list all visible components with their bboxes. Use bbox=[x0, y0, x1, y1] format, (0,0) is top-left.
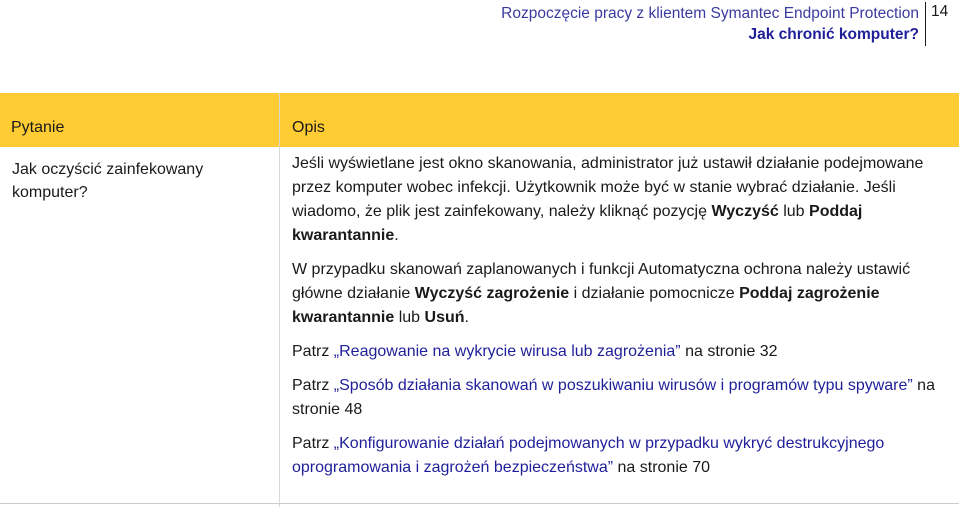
column-divider bbox=[279, 93, 280, 507]
text-run: Patrz bbox=[292, 377, 334, 394]
text-run: na stronie 32 bbox=[680, 343, 778, 360]
text-run: Patrz bbox=[292, 343, 334, 360]
table-bottom-border bbox=[0, 503, 959, 504]
text-run: na stronie 70 bbox=[613, 459, 711, 476]
page-number: 14 bbox=[931, 3, 949, 20]
column-header-question: Pytanie bbox=[11, 119, 65, 136]
text-run: W przypadku skanowań zaplanowanych i funkcji Automatyczna ochrona należy ustawić główne działanie bbox=[292, 261, 911, 302]
text-run: i działanie pomocnicze bbox=[569, 285, 740, 302]
text-run: lub bbox=[394, 309, 425, 326]
option-quarantine: Poddaj kwarantannie bbox=[292, 203, 863, 244]
description-paragraph-2 bbox=[292, 258, 942, 330]
table-header-row bbox=[0, 93, 959, 147]
reference-3 bbox=[292, 432, 942, 480]
column-header-description: Opis bbox=[292, 119, 325, 136]
reference-2 bbox=[292, 374, 942, 422]
header-divider bbox=[925, 2, 926, 46]
reference-link-2[interactable]: „Sposób działania skanowań w poszukiwaniu wirusów i programów typu spyware” bbox=[333, 377, 913, 394]
question-cell: Jak oczyścić zainfekowany komputer? bbox=[12, 161, 204, 201]
text-run: lub bbox=[778, 203, 810, 220]
reference-link-1[interactable]: „Reagowanie na wykrycie wirusa lub zagrożenia” bbox=[333, 343, 681, 360]
description-paragraph-1 bbox=[292, 152, 942, 248]
description-cell bbox=[292, 152, 942, 490]
chapter-title: Rozpoczęcie pracy z klientem Symantec Endpoint Protection bbox=[501, 5, 919, 22]
option-clean-threat: Wyczyść zagrożenie bbox=[414, 285, 570, 302]
page-header bbox=[0, 0, 959, 50]
text-run: Jeśli wyświetlane jest okno skanowania, administrator już ustawił działanie podejmowane przez komputer wobec infekcji. Użytkownik może być w stanie wybrać działanie. Jeśli wiadomo, że plik jest zainfekowany, należy kliknąć pozycję bbox=[292, 155, 924, 220]
option-clean: Wyczyść bbox=[711, 203, 779, 220]
option-quarantine-threat: Poddaj zagrożenie kwarantannie bbox=[292, 285, 880, 326]
option-delete: Usuń bbox=[424, 309, 465, 326]
text-run: . bbox=[394, 227, 399, 244]
reference-link-3[interactable]: „Konfigurowanie działań podejmowanych w przypadku wykryć destrukcyjnego oprogramowania i zagrożeń bezpieczeństwa” bbox=[292, 435, 885, 476]
text-run: Patrz bbox=[292, 435, 334, 452]
text-run: . bbox=[464, 309, 469, 326]
text-run: na stronie 48 bbox=[292, 377, 935, 418]
running-header bbox=[501, 3, 919, 45]
reference-1 bbox=[292, 340, 942, 364]
section-title: Jak chronić komputer? bbox=[748, 26, 919, 43]
